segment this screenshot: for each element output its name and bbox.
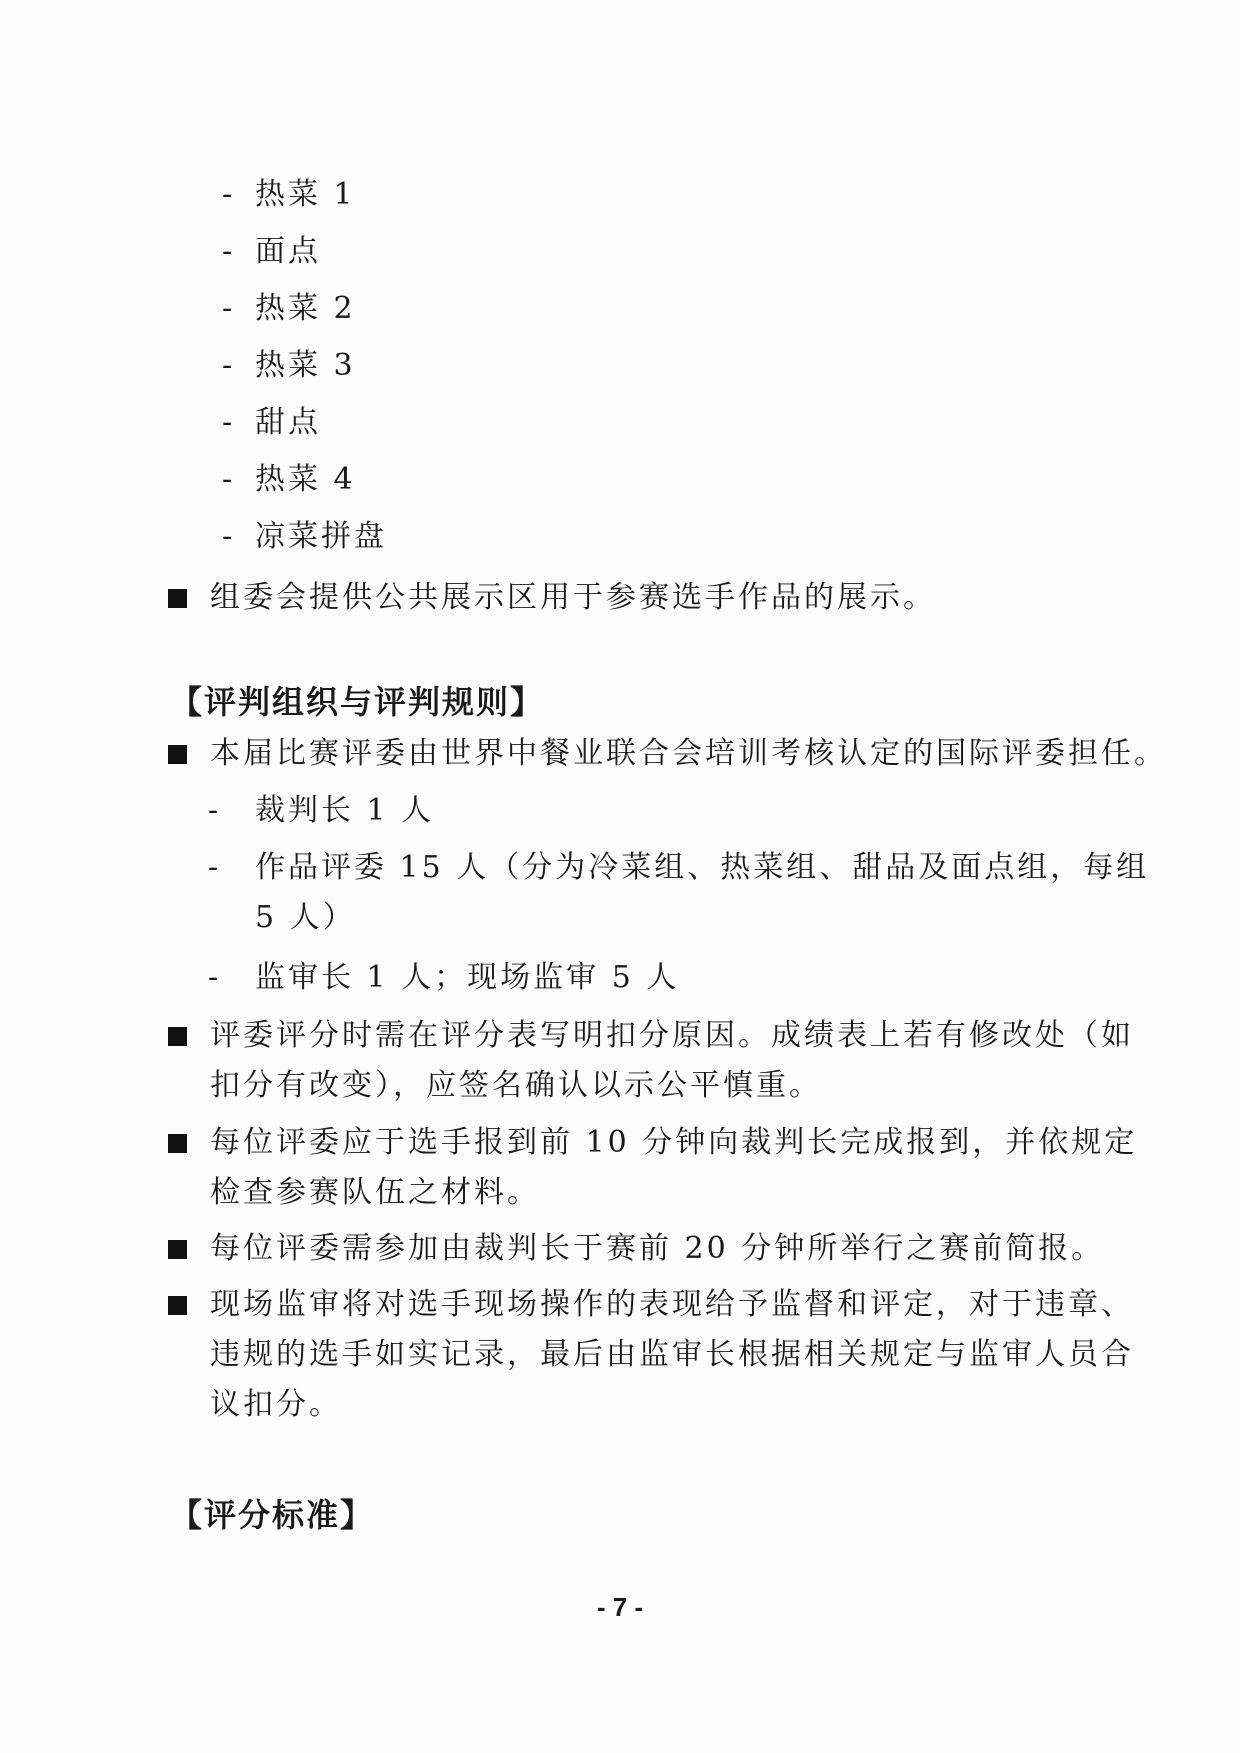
list-item-pastry: 面点 (255, 234, 321, 269)
rule-1-line-2: 扣分有改变），应签名确认以示公平慎重。 (210, 1068, 822, 1103)
role-chief-judge: 裁判长 1 人 (255, 793, 435, 828)
rule-2-line-2: 检查参赛队伍之材料。 (210, 1175, 540, 1210)
list-dash: - (222, 462, 233, 497)
list-dash: - (222, 177, 233, 212)
section-heading-scoring: 【评分标准】 (170, 1496, 375, 1534)
rule-3-line-1: 每位评委需参加由裁判长于赛前 20 分钟所举行之赛前简报。 (210, 1231, 1105, 1266)
list-dash: - (222, 405, 233, 440)
list-dash: - (222, 519, 233, 554)
rule-4-line-2: 违规的选手如实记录，最后由监审长根据相关规定与监审人员合 (210, 1337, 1134, 1372)
square-bullet-icon (168, 1240, 187, 1259)
list-dash: - (208, 850, 219, 885)
list-dash: - (222, 234, 233, 269)
list-item-dessert: 甜点 (255, 405, 321, 440)
section-heading-judging: 【评判组织与评判规则】 (170, 683, 545, 721)
role-work-judges-line-2: 5 人） (255, 900, 356, 935)
public-display-paragraph: 组委会提供公共展示区用于参赛选手作品的展示。 (210, 580, 936, 615)
square-bullet-icon (168, 745, 187, 764)
square-bullet-icon (168, 1296, 187, 1315)
list-dash: - (222, 348, 233, 383)
list-dash: - (222, 291, 233, 326)
list-dash: - (208, 793, 219, 828)
list-dash: - (208, 960, 219, 995)
square-bullet-icon (168, 1134, 187, 1153)
rule-4-line-3: 议扣分。 (210, 1387, 342, 1422)
rule-1-line-1: 评委评分时需在评分表写明扣分原因。成绩表上若有修改处（如 (210, 1018, 1134, 1053)
list-item-hot-dish-4: 热菜 4 (255, 462, 356, 497)
list-item-hot-dish-3: 热菜 3 (255, 348, 356, 383)
square-bullet-icon (168, 1027, 187, 1046)
page-number: - 7 - (596, 1592, 644, 1622)
rule-2-line-1: 每位评委应于选手报到前 10 分钟向裁判长完成报到，并依规定 (210, 1125, 1138, 1160)
square-bullet-icon (168, 589, 187, 608)
list-item-cold-platter: 凉菜拼盘 (255, 519, 387, 554)
role-supervisors: 监审长 1 人；现场监审 5 人 (255, 960, 680, 995)
judging-intro-paragraph: 本届比赛评委由世界中餐业联合会培训考核认定的国际评委担任。 (210, 736, 1167, 771)
role-work-judges-line-1: 作品评委 15 人（分为冷菜组、热菜组、甜品及面点组，每组 (255, 850, 1150, 885)
rule-4-line-1: 现场监审将对选手现场操作的表现给予监督和评定，对于违章、 (210, 1287, 1134, 1322)
list-item-hot-dish-1: 热菜 1 (255, 177, 356, 212)
list-item-hot-dish-2: 热菜 2 (255, 291, 356, 326)
